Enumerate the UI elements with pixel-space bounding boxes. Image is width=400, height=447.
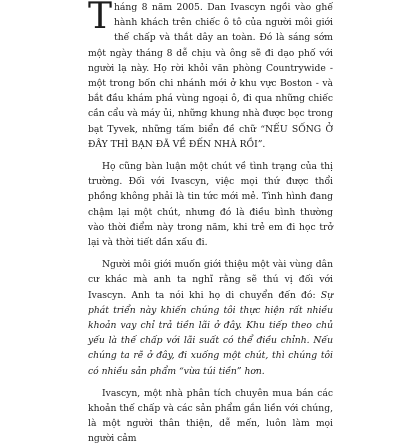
paragraph-1-text: háng 8 năm 2005. Dan Ivascyn ngồi vào ghế hành khách trên chiếc ô tô của người môi giới thế chấp và thắt dây an toàn. Đó là sáng sớm một ngày tháng 8 dễ chịu và ông sẽ đi dạo phố với người lạ này. Họ rời khỏi văn phòng Countrywide - một trong bốn chi nhánh mới ở khu vực Boston - và bắt đầu khám phá vùng ngoại ô, đi qua những chiếc cần cẩu và máy ủi, những khung nhà được bọc trong bạt Tyvek, những tấm biển đề chữ “NẾU SỐNG Ở ĐÂY THÌ BẠN ĐÃ VỀ ĐẾN NHÀ RỒI”. xyxy=(88,2,333,150)
paragraph-2: Họ cũng bàn luận một chút về tình trạng của thị trường. Đối với Ivascyn, việc mọi thứ được thổi phồng không phải là tin tức mới mẻ. Tình hình đang chậm lại một chút, nhưng đó là điều bình thường vào thời điểm này trong năm, khi trẻ em đi học trở lại và thời tiết dần xấu đi. xyxy=(88,161,333,249)
paragraph-4: Ivascyn, một nhà phân tích chuyên mua bán các khoản thế chấp và các sản phẩm gắn liền với chúng, là một người thân thiện, dễ mến, luôn làm mọi người cảm xyxy=(88,387,333,445)
paragraph-1 xyxy=(88,0,333,152)
paragraph-3-quote: Sự phát triển này khiến chúng tôi thực hiện rất nhiều khoản vay chỉ trả tiền lãi ở đây. Khu tiếp theo chủ yếu là thế chấp với lãi suất có thể điều chỉnh. Nếu chúng ta rẽ ở đây, đi xuống một chút, thì chúng tôi có nhiều sản phẩm “vừa túi tiền” hơn. xyxy=(88,289,333,377)
drop-cap: T xyxy=(88,0,113,37)
text-column xyxy=(88,0,333,447)
paragraph-3 xyxy=(88,257,333,379)
paragraph-3-intro: Người môi giới muốn giới thiệu một vài vùng dân cư khác mà anh ta nghĩ rằng sẽ thú vị đối với Ivascyn. Anh ta nói khi họ di chuyển đến đó: xyxy=(88,259,333,301)
